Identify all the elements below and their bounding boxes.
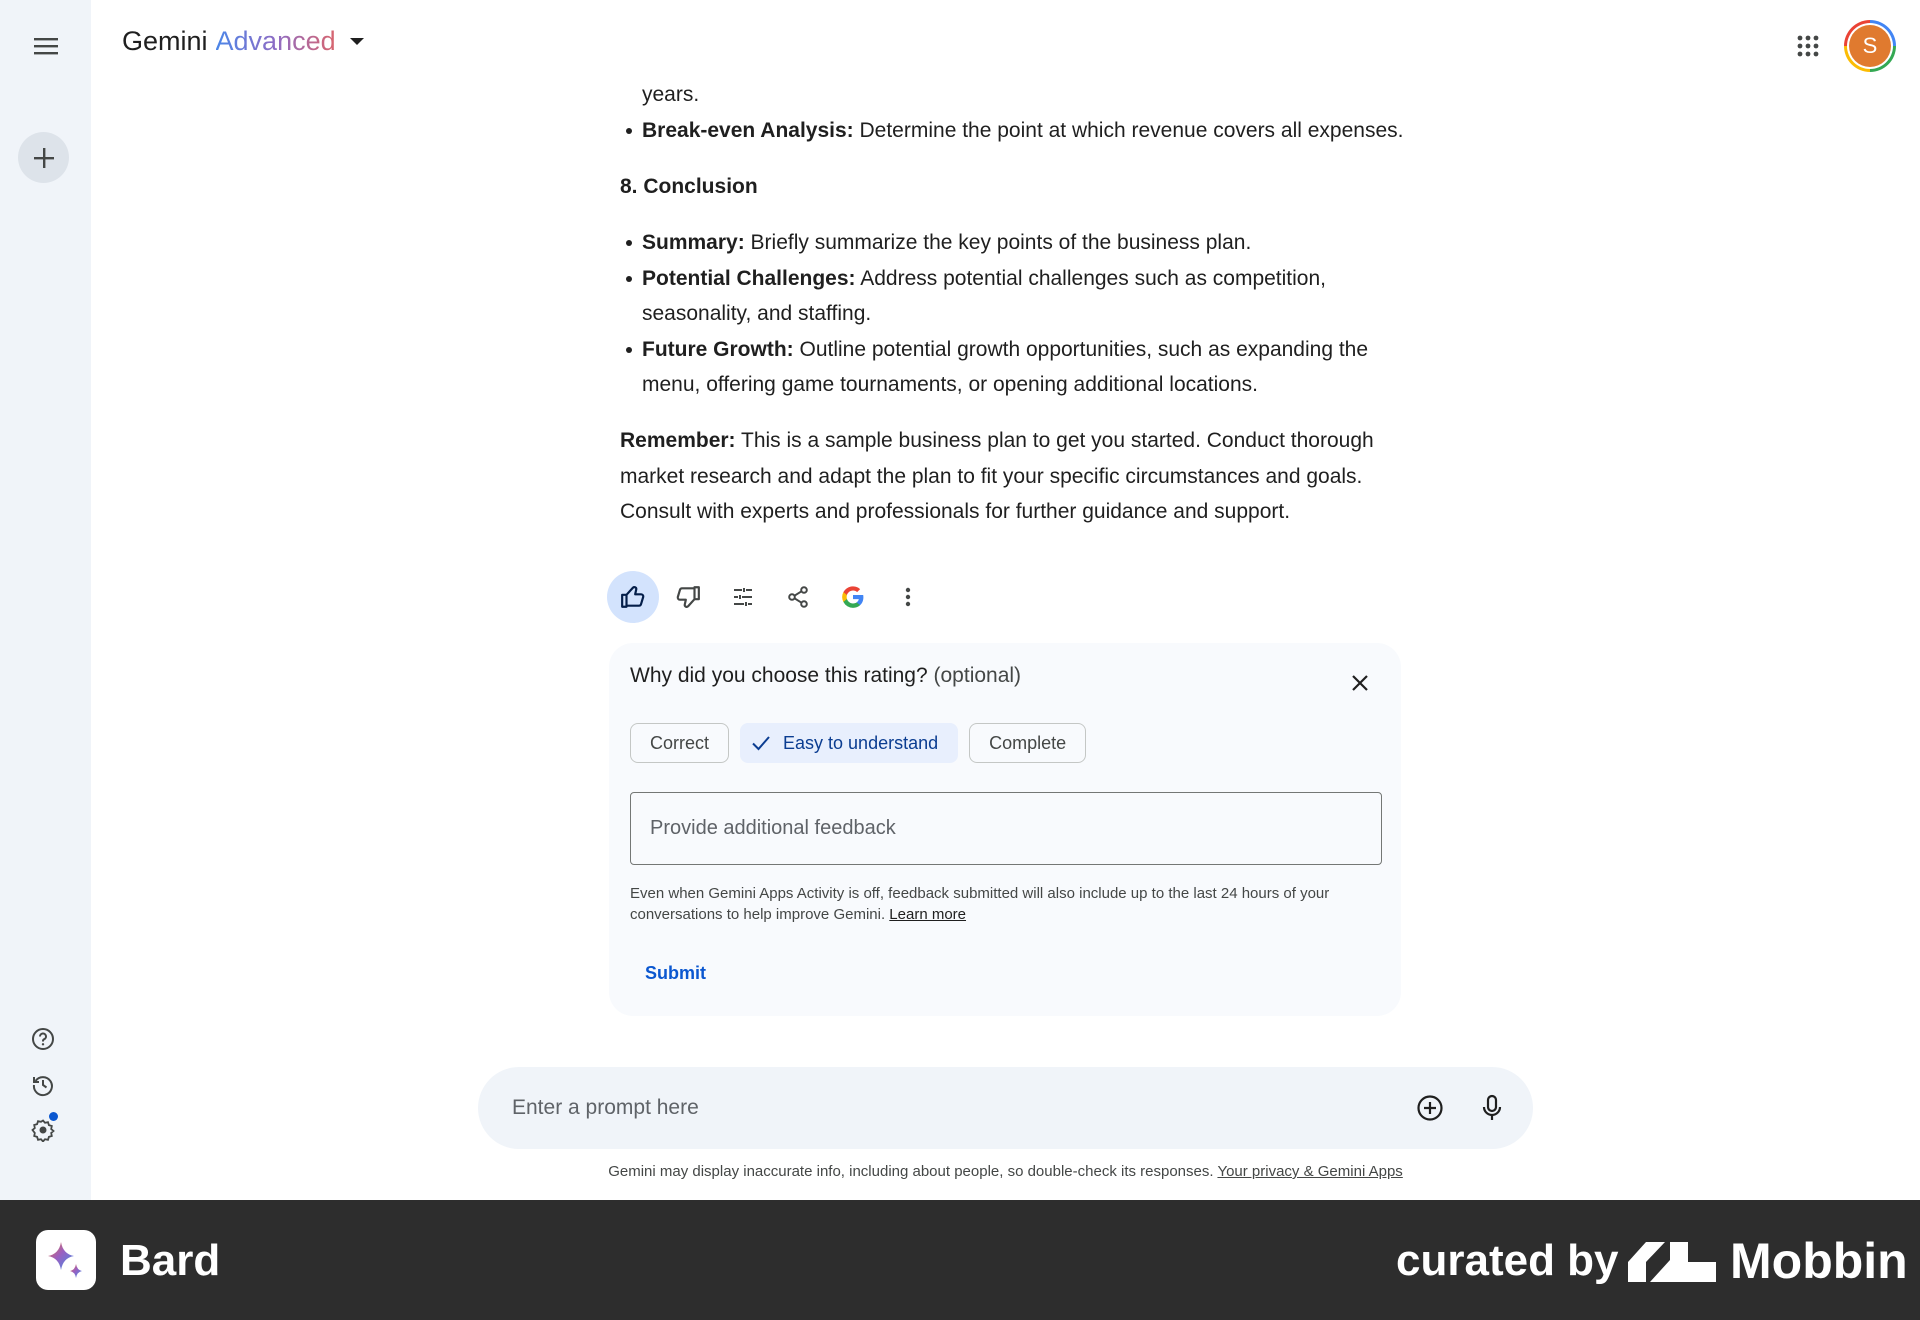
- thumbs-up-button[interactable]: [607, 571, 659, 623]
- remember-paragraph: [620, 423, 1410, 530]
- curated-by-label: curated by: [1396, 1236, 1619, 1285]
- feedback-chips: [630, 723, 1086, 763]
- mobbin-logo-icon: [1628, 1240, 1716, 1282]
- feedback-panel: [609, 643, 1401, 1016]
- disclaimer-text: Gemini may display inaccurate info, including about people, so double-check its responses.: [608, 1163, 1218, 1180]
- model-switcher[interactable]: [122, 26, 364, 57]
- sidebar: [0, 0, 91, 1200]
- tier-name: Advanced: [215, 26, 336, 56]
- item-label: Summary:: [642, 231, 745, 254]
- upload-button[interactable]: [1406, 1084, 1454, 1132]
- help-button[interactable]: [22, 1018, 64, 1060]
- bullet-list: [620, 113, 1403, 149]
- caret-down-icon: [350, 38, 364, 45]
- modify-response-button[interactable]: [717, 571, 769, 623]
- close-icon: [1351, 674, 1369, 692]
- microphone-icon: [1481, 1094, 1503, 1122]
- prompt-bar: [478, 1067, 1533, 1149]
- close-feedback-button[interactable]: [1340, 663, 1380, 703]
- item-text: Briefly summarize the key points of the business plan.: [744, 231, 1252, 254]
- remember-text: This is a sample business plan to get you started. Conduct thorough market research and adapt the plan to fit your specific circumstances and goals. Consult with experts and professionals for further guidance and support.: [620, 429, 1374, 523]
- avatar-ring: [1847, 23, 1893, 69]
- notification-badge: [49, 1112, 58, 1121]
- list-item: [620, 225, 1410, 261]
- chip-label: Complete: [989, 732, 1067, 753]
- learn-more-link[interactable]: Learn more: [889, 906, 967, 923]
- tune-icon: [731, 585, 755, 609]
- privacy-link[interactable]: Your privacy & Gemini Apps: [1217, 1163, 1403, 1180]
- plus-icon: [33, 147, 55, 169]
- bullet-list: [620, 225, 1410, 403]
- activity-button[interactable]: [22, 1064, 64, 1106]
- sparkle-icon: [44, 1238, 88, 1282]
- item-label: Future Growth:: [642, 337, 794, 361]
- bottom-disclaimer: [0, 1163, 1920, 1180]
- item-label: Potential Challenges:: [642, 266, 856, 290]
- submit-feedback-button[interactable]: Submit: [645, 962, 706, 983]
- account-avatar[interactable]: [1844, 20, 1896, 72]
- thumbs-up-icon: [620, 584, 646, 610]
- item-label: Break-even Analysis:: [642, 119, 854, 142]
- chip-label: Easy to understand: [783, 732, 939, 753]
- new-chat-button[interactable]: [18, 132, 69, 183]
- share-button[interactable]: [772, 571, 824, 623]
- avatar-initial: S: [1849, 25, 1891, 67]
- chip-correct[interactable]: [630, 723, 729, 763]
- feedback-disclaimer: [630, 883, 1390, 925]
- chip-label: Correct: [650, 732, 710, 753]
- main-menu-button[interactable]: [22, 22, 70, 70]
- app-name: Bard: [120, 1236, 221, 1285]
- google-g-icon: [840, 584, 866, 610]
- list-item: [620, 332, 1410, 403]
- additional-feedback-input[interactable]: [630, 792, 1382, 865]
- attribution-footer: [0, 1200, 1920, 1320]
- more-vert-icon: [905, 587, 911, 607]
- prompt-input[interactable]: [512, 1067, 1332, 1149]
- section-heading: 8. Conclusion: [620, 175, 758, 198]
- share-icon: [786, 585, 810, 609]
- chip-easy-to-understand[interactable]: [740, 723, 958, 763]
- response-actions: [607, 571, 937, 623]
- settings-button[interactable]: [22, 1109, 64, 1151]
- feedback-question: Why did you choose this rating?: [630, 664, 928, 687]
- menu-icon: [33, 36, 59, 56]
- help-icon: [31, 1027, 55, 1051]
- item-text: Determine the point at which revenue covers all expenses.: [853, 119, 1404, 142]
- disclaimer-text: Even when Gemini Apps Activity is off, feedback submitted will also include up to the last 24 hours of your conversations to help improve Gemini.: [630, 885, 1330, 923]
- check-icon: [751, 735, 771, 751]
- microphone-button[interactable]: [1468, 1084, 1516, 1132]
- optional-label: (optional): [927, 664, 1022, 687]
- history-icon: [31, 1073, 55, 1097]
- chip-complete[interactable]: [969, 723, 1086, 763]
- thumbs-down-icon: [675, 584, 701, 610]
- item-text: Address potential challenges such as competition, seasonality, and staffing.: [642, 266, 1326, 325]
- thumbs-down-button[interactable]: [662, 571, 714, 623]
- text-fragment: years.: [642, 83, 700, 106]
- feedback-title: [630, 664, 1021, 688]
- apps-grid-icon: [1797, 35, 1819, 57]
- google-it-button[interactable]: [827, 571, 879, 623]
- mobbin-brand: Mobbin: [1730, 1233, 1908, 1289]
- item-text: Outline potential growth opportunities, such as expanding the menu, offering game tournaments, or opening additional locations.: [642, 337, 1369, 396]
- list-item: [620, 113, 1403, 149]
- list-item: [620, 261, 1410, 332]
- brand-name: Gemini: [122, 26, 208, 56]
- add-circle-icon: [1416, 1094, 1444, 1122]
- google-apps-button[interactable]: [1786, 24, 1830, 68]
- gear-icon: [31, 1118, 55, 1142]
- remember-label: Remember:: [620, 429, 736, 452]
- bard-logo: [36, 1230, 96, 1290]
- more-options-button[interactable]: [882, 571, 934, 623]
